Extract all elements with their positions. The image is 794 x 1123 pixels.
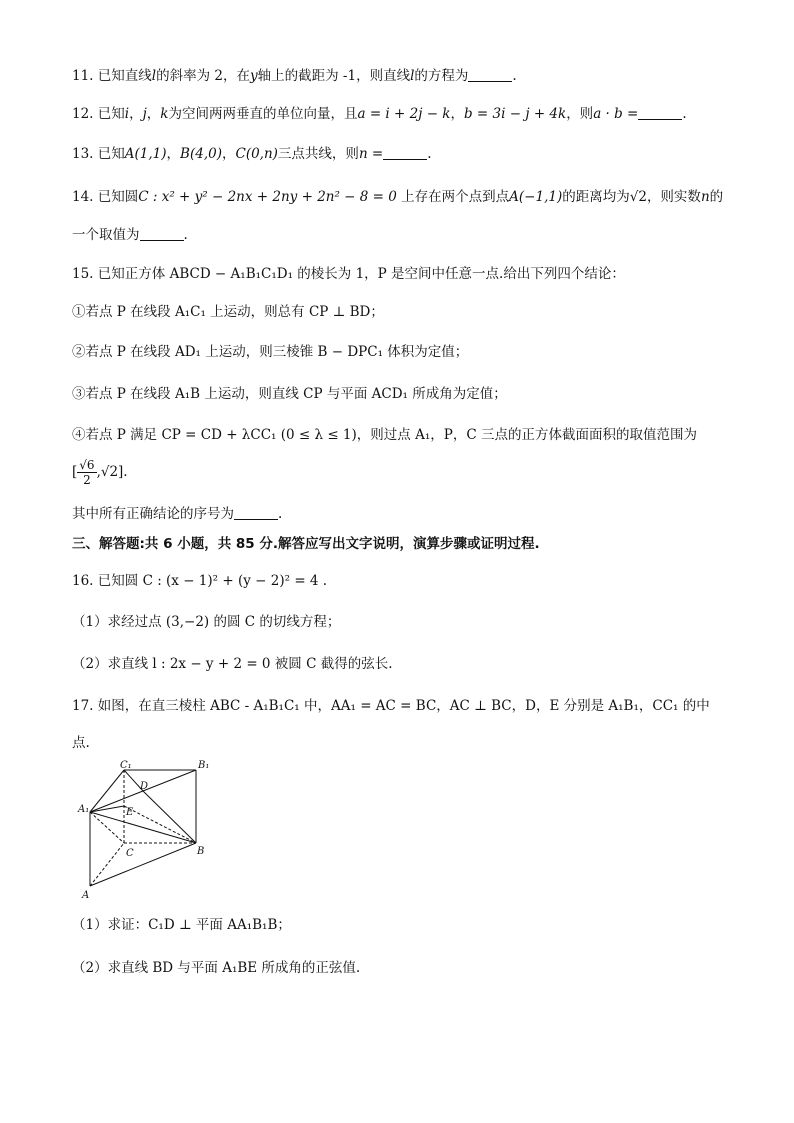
- label-C: C: [126, 848, 134, 859]
- label-B1: B₁: [198, 760, 210, 771]
- answer-blank[interactable]: [140, 226, 184, 241]
- question-17-part-1: （1）求证：C₁D ⊥ 平面 AA₁B₁B；: [72, 917, 291, 933]
- label-A1: A₁: [78, 804, 90, 815]
- segment-EB: [124, 806, 196, 843]
- segment-A1E: [90, 806, 124, 812]
- statement-4: ④若点 P 满足 CP = CD + λCC₁ (0 ≤ λ ≤ 1)，则过点 A₁，P，C 三点的正方体截面面积的取值范围为: [72, 427, 697, 443]
- question-17: 17. 如图，在直三棱柱 ABC - A₁B₁C₁ 中，AA₁ = AC = BC，AC ⊥ BC，D，E 分别是 A₁B₁，CC₁ 的中: [72, 698, 710, 714]
- label-E: E: [126, 807, 134, 818]
- answer-blank[interactable]: [383, 145, 427, 160]
- question-16-part-2: （2）求直线 l : 2x − y + 2 = 0 被圆 C 截得的弦长.: [72, 656, 393, 672]
- question-14: 14. 已知圆C : x² + y² − 2nx + 2ny + 2n² − 8 = 0 上存在两个点到点A(−1,1)的距离均为√2，则实数n的: [72, 189, 724, 205]
- question-16: 16. 已知圆 C : (x − 1)² + (y − 2)² = 4 .: [72, 573, 328, 589]
- question-14-line-2: 一个取值为 .: [72, 227, 188, 243]
- answer-blank[interactable]: [468, 67, 512, 82]
- prism-figure: [76, 758, 226, 906]
- answer-blank[interactable]: [234, 505, 278, 520]
- label-C1: C₁: [120, 760, 132, 771]
- question-12: 12. 已知i，j，k为空间两两垂直的单位向量，且a = i + 2j − k，b = 3i − j + 4k，则a · b = .: [72, 106, 687, 122]
- question-17-part-2: （2）求直线 BD 与平面 A₁BE 所成角的正弦值.: [72, 960, 361, 976]
- section-3-heading: 三、解答题:共 6 小题，共 85 分.解答应写出文字说明，演算步骤或证明过程.: [72, 536, 540, 552]
- label-D: D: [140, 781, 149, 792]
- question-16-part-1: （1）求经过点 (3,−2) 的圆 C 的切线方程；: [72, 614, 341, 630]
- fraction: $\frac{√6}{2}$: [79, 458, 95, 487]
- statement-2: ②若点 P 在线段 AD₁ 上运动，则三棱锥 B − DPC₁ 体积为定值；: [72, 344, 469, 360]
- question-15-ask: 其中所有正确结论的序号为 .: [72, 506, 283, 522]
- statement-3: ③若点 P 在线段 A₁B 上运动，则直线 CP 与平面 ACD₁ 所成角为定值；: [72, 386, 507, 402]
- question-17-line-2: 点.: [72, 735, 90, 751]
- edge-AB: [90, 843, 196, 886]
- label-A: A: [82, 890, 90, 901]
- answer-blank[interactable]: [638, 105, 682, 120]
- question-11: 11. 已知直线l的斜率为 2，在y轴上的截距为 -1，则直线l的方程为 .: [72, 68, 517, 84]
- statement-1: ①若点 P 在线段 A₁C₁ 上运动，则总有 CP ⊥ BD；: [72, 304, 384, 320]
- statement-4-range: [ $\frac{√6}{2}$ ,√2].: [72, 458, 128, 487]
- question-15: 15. 已知正方体 ABCD − A₁B₁C₁D₁ 的棱长为 1，P 是空间中任意一点.给出下列四个结论：: [72, 266, 625, 282]
- label-B: B: [197, 846, 205, 857]
- question-13: 13. 已知A(1,1)，B(4,0)，C(0,n)三点共线，则n = .: [72, 146, 432, 162]
